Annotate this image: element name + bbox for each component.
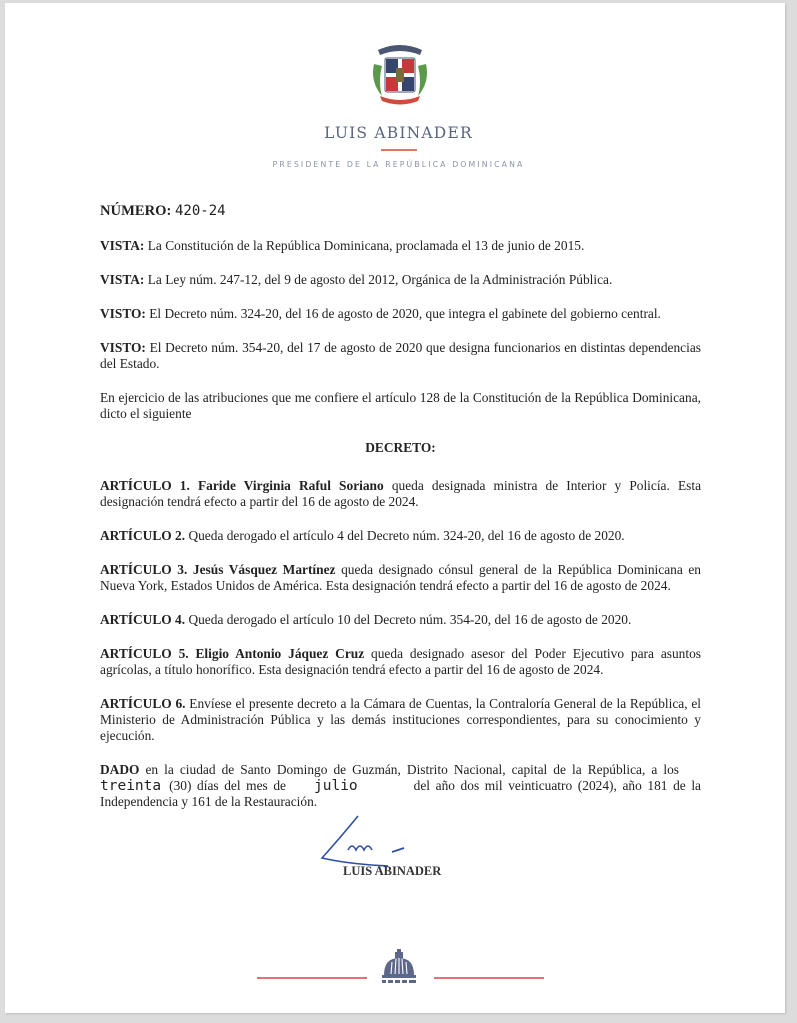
president-name: LUIS ABINADER xyxy=(324,124,473,142)
considerando-text: El Decreto núm. 324-20, del 16 de agosto de 2020, que integra el gabinete del gobierno central. xyxy=(145,306,661,321)
article-label: ARTÍCULO 6. xyxy=(100,696,186,711)
signer-name: LUIS ABINADER xyxy=(343,864,442,878)
signature-icon xyxy=(318,814,438,870)
article-appointee: Eligio Antonio Jáquez Cruz xyxy=(188,646,365,661)
considerando-text: El Decreto núm. 354-20, del 17 de agosto de 2020 que designa funcionarios en distintas dependencias del Estado. xyxy=(100,340,701,371)
preamble: En ejercicio de las atribuciones que me confiere el artículo 128 de la Constitución de la República Dominicana, dicto el siguiente xyxy=(100,390,701,421)
decree-number xyxy=(100,203,701,219)
dado-label: DADO xyxy=(100,762,140,777)
dado-clause xyxy=(100,762,701,810)
considerando-label: VISTA: xyxy=(100,272,145,287)
dado-day-number: (30) xyxy=(169,778,192,793)
footer-rule-right xyxy=(434,977,544,979)
decree-number-label: NÚMERO: xyxy=(100,203,172,219)
letterhead-divider xyxy=(381,149,417,151)
considerando xyxy=(100,340,701,372)
considerando xyxy=(100,306,701,322)
considerando-label: VISTO: xyxy=(100,340,146,355)
dado-day-word: treinta xyxy=(100,778,162,794)
article-appointee: Faride Virginia Raful Soriano xyxy=(189,478,384,493)
article-text: Queda derogado el artículo 10 del Decreto núm. 354-20, del 16 de agosto de 2020. xyxy=(185,612,632,627)
decree-heading: DECRETO: xyxy=(365,440,436,455)
dado-text: del año dos mil veinticuatro (2024), año 181 de la Independencia y 161 de la Restauración. xyxy=(100,778,701,809)
article-label: ARTÍCULO 2. xyxy=(100,528,186,543)
article-label: ARTÍCULO 3. xyxy=(100,562,188,577)
considerando xyxy=(100,238,701,254)
article-label: ARTÍCULO 1. xyxy=(100,478,190,493)
palace-dome-icon xyxy=(379,949,419,985)
considerando xyxy=(100,272,701,288)
considerando-text: La Ley núm. 247-12, del 9 de agosto del 2012, Orgánica de la Administración Pública. xyxy=(144,272,613,287)
article-label: ARTÍCULO 5. xyxy=(100,646,189,661)
decree-number-value: 420-24 xyxy=(175,203,226,219)
article xyxy=(100,696,701,744)
article-text: queda designado asesor del Poder Ejecutivo para asuntos agrícolas, a título honorífico. Esta designación tendrá efecto a partir del 16 de agosto de 2024. xyxy=(100,646,702,677)
article-appointee: Jesús Vásquez Martínez xyxy=(187,562,336,577)
article xyxy=(100,612,701,628)
dado-text: en la ciudad de Santo Domingo de Guzmán, Distrito Nacional, capital de la República, a los xyxy=(139,762,679,777)
article-text: Queda derogado el artículo 4 del Decreto núm. 324-20, del 16 de agosto de 2020. xyxy=(185,528,625,543)
dado-month: julio xyxy=(314,778,358,794)
dado-text: días del mes de xyxy=(197,778,286,793)
article xyxy=(100,646,701,678)
considerando-label: VISTO: xyxy=(100,306,146,321)
article-text: queda designado cónsul general de la República Dominicana en Nueva York, Estados Unidos de América. Esta designación tendrá efecto a partir del 16 de agosto de 2024. xyxy=(100,562,701,593)
article xyxy=(100,562,701,594)
article xyxy=(100,478,701,510)
article-text: Envíese el presente decreto a la Cámara de Cuentas, la Contraloría General de la República, el Ministerio de Administración Pública y las demás instituciones correspondientes, para su conocimiento y ejecución. xyxy=(100,696,702,743)
article xyxy=(100,528,701,544)
article-label: ARTÍCULO 4. xyxy=(100,612,186,627)
considerando-text: La Constitución de la República Dominicana, proclamada el 13 de junio de 2015. xyxy=(144,238,585,253)
article-text: queda designada ministra de Interior y Policía. Esta designación tendrá efecto a partir del 16 de agosto de 2024. xyxy=(100,478,702,509)
considerando-label: VISTA: xyxy=(100,238,145,253)
decree-body xyxy=(100,203,701,828)
coat-of-arms-icon xyxy=(368,38,432,108)
footer-rule-left xyxy=(257,977,367,979)
president-title: PRESIDENTE DE LA REPÚBLICA DOMINICANA xyxy=(272,160,525,169)
